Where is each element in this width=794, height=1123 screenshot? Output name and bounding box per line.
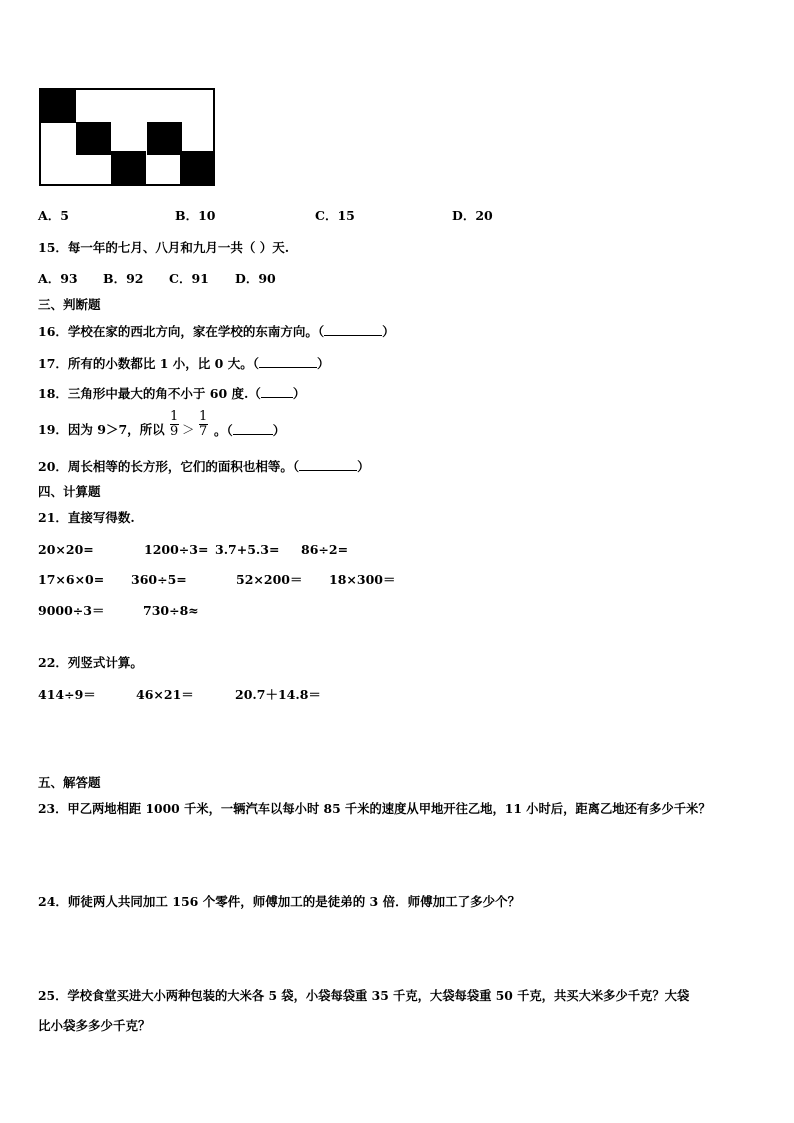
q21-item: 20×20= — [38, 542, 94, 557]
section-heading-word-problems: 五、解答题 — [38, 775, 101, 790]
q20-end: ） — [357, 459, 370, 474]
q20-text: 20．周长相等的长方形，它们的面积也相等。（ — [38, 459, 300, 474]
q21-item: 3.7+5.3= — [215, 542, 280, 557]
question-18 — [38, 385, 305, 402]
q22-title: 22．列竖式计算。 — [38, 655, 143, 670]
q21-item: 18×300＝ — [329, 572, 396, 587]
q15-option-c: C．91 — [169, 271, 209, 286]
q17-text: 17．所有的小数都比 1 小，比 0 大。（ — [38, 356, 259, 371]
q22-item: 414÷9＝ — [38, 687, 96, 702]
q21-item: 52×200＝ — [236, 572, 303, 587]
q19-end: ） — [272, 423, 286, 438]
section-heading-calculation: 四、计算题 — [38, 484, 101, 499]
q19-post: 。（ — [214, 423, 233, 438]
fraction-numerator: 1 — [199, 409, 208, 424]
question-17 — [38, 355, 329, 372]
q15-option-a: A．93 — [38, 271, 78, 286]
q19-tail — [214, 422, 285, 439]
fraction-denominator: 7 — [199, 424, 208, 439]
question-25-line-2: 比小袋多多少千克？ — [38, 1018, 151, 1033]
fraction-denominator: 9 — [170, 424, 179, 439]
q21-item: 730÷8≈ — [143, 603, 199, 618]
fraction-one-seventh — [198, 410, 208, 439]
answer-blank[interactable] — [233, 422, 273, 435]
shaded-cell — [147, 122, 182, 155]
shaded-cell — [111, 151, 146, 184]
greater-than-sign: ＞ — [182, 422, 195, 437]
q21-item: 17×6×0= — [38, 572, 105, 587]
question-20 — [38, 458, 370, 475]
shaded-cell — [180, 151, 215, 184]
q16-text: 16．学校在家的西北方向，家在学校的东南方向。（ — [38, 324, 325, 339]
question-23: 23．甲乙两地相距 1000 千米，一辆汽车以每小时 85 千米的速度从甲地开往乙地，11 小时后，距离乙地还有多少千米？ — [38, 801, 711, 816]
shaded-cell — [76, 122, 111, 155]
q14-option-d: D．20 — [452, 208, 493, 223]
q16-end: ） — [382, 324, 395, 339]
q21-item: 86÷2= — [301, 542, 349, 557]
q15-stem: 15．每一年的七月、八月和九月一共（ ）天. — [38, 240, 290, 255]
answer-blank[interactable] — [324, 323, 382, 336]
q15-option-d: D．90 — [235, 271, 276, 286]
q15-option-b: B．92 — [103, 271, 144, 286]
q21-item: 360÷5= — [131, 572, 187, 587]
question-19 — [38, 409, 338, 452]
q19-text: 19．因为 9＞7，所以 — [38, 422, 165, 437]
q18-end: ） — [292, 386, 306, 401]
question-25-line-1: 25．学校食堂买进大小两种包装的大米各 5 袋，小袋每袋重 35 千克，大袋每袋重 50 千克，共买大米多少千克？大袋 — [38, 988, 690, 1003]
fraction-numerator: 1 — [170, 409, 179, 424]
question-24: 24．师徒两人共同加工 156 个零件，师傅加工的是徒弟的 3 倍．师傅加工了多少个？ — [38, 894, 521, 909]
q21-title: 21．直接写得数. — [38, 510, 135, 525]
question-16 — [38, 323, 395, 340]
q17-end: ） — [316, 356, 330, 371]
q14-option-a: A．5 — [38, 208, 69, 223]
q22-item: 20.7＋14.8＝ — [235, 687, 321, 702]
q18-text: 18．三角形中最大的角不小于 60 度.（ — [38, 386, 261, 401]
q21-item: 9000÷3＝ — [38, 603, 105, 618]
q14-option-c: C．15 — [315, 208, 355, 223]
section-heading-judgement: 三、判断题 — [38, 297, 101, 312]
answer-blank[interactable] — [299, 458, 357, 471]
answer-blank[interactable] — [259, 355, 317, 368]
q14-option-b: B．10 — [175, 208, 216, 223]
q22-item: 46×21＝ — [136, 687, 194, 702]
shaded-grid-figure — [39, 88, 215, 186]
fraction-one-ninth — [169, 410, 179, 439]
answer-blank[interactable] — [261, 385, 293, 398]
shaded-cell — [41, 90, 76, 123]
q21-item: 1200÷3= — [144, 542, 209, 557]
